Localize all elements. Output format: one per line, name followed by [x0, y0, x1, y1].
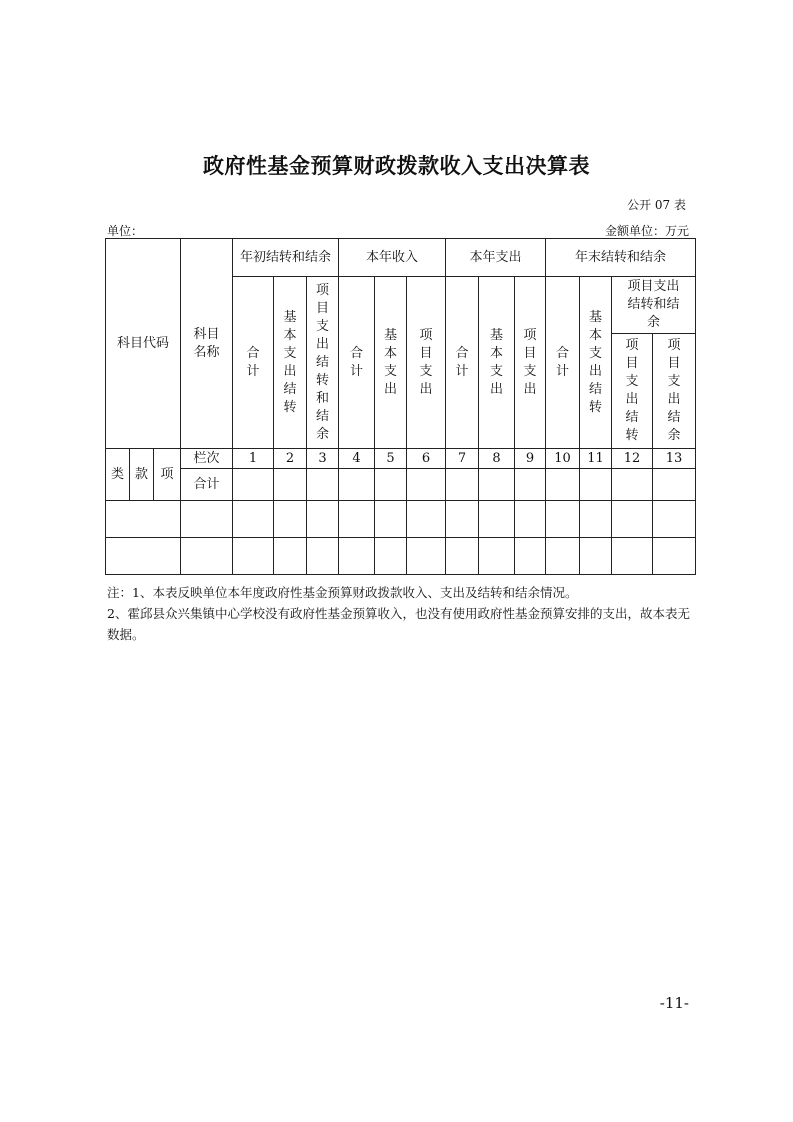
column-no: 10 [546, 449, 580, 469]
table-cell [274, 538, 307, 575]
table-cell [233, 538, 274, 575]
table-cell [407, 501, 446, 538]
income-header: 本年收入 [339, 239, 446, 277]
column-no: 11 [580, 449, 612, 469]
col-income-project [407, 277, 446, 449]
table-cell [479, 469, 515, 501]
column-no: 2 [274, 449, 307, 469]
table-cell [446, 538, 479, 575]
table-cell [446, 501, 479, 538]
section-label: 款 [130, 449, 154, 501]
table-cell [653, 469, 696, 501]
col-end-total [546, 277, 580, 449]
total-row-label: 合计 [181, 469, 233, 501]
column-number-row [106, 449, 696, 469]
table-cell [612, 501, 653, 538]
table-cell [612, 469, 653, 501]
table-cell [106, 538, 181, 575]
subject-code-header: 科目代码 [106, 239, 181, 449]
table-cell [375, 501, 407, 538]
begin-balance-header [233, 239, 339, 277]
col-end-project-carry [612, 334, 653, 449]
table-cell [515, 501, 546, 538]
column-no: 7 [446, 449, 479, 469]
table-cell [375, 538, 407, 575]
subject-name-label: 科目名称 [193, 326, 220, 360]
table-cell [546, 469, 580, 501]
note-1: 注：1、本表反映单位本年度政府性基金预算财政拨款收入、支出及结转和结余情况。 [107, 585, 578, 600]
column-no: 6 [407, 449, 446, 469]
col-begin-basic [274, 277, 307, 449]
table-cell [479, 538, 515, 575]
table-cell [339, 469, 375, 501]
table-cell [233, 501, 274, 538]
table-cell [515, 538, 546, 575]
col-end-project-surplus [653, 334, 696, 449]
column-no: 1 [233, 449, 274, 469]
table-cell [233, 469, 274, 501]
col-end-basic-label: 基本支出结转 [589, 309, 603, 415]
col-exp-basic-label: 基本支出 [490, 327, 504, 397]
table-cell [307, 501, 339, 538]
col-begin-project-label: 项目支出结转和结余 [315, 282, 329, 442]
table-cell [307, 469, 339, 501]
notes [107, 582, 697, 645]
table-cell [106, 501, 181, 538]
table-cell [407, 538, 446, 575]
column-no: 9 [515, 449, 546, 469]
begin-balance-label: 年初结转和结余 [239, 249, 331, 265]
page-number: -11- [659, 994, 689, 1012]
unit-label: 单位： [107, 224, 144, 238]
column-no: 4 [339, 449, 375, 469]
table-cell [515, 469, 546, 501]
table-cell [339, 501, 375, 538]
table-cell [446, 469, 479, 501]
column-no: 12 [612, 449, 653, 469]
end-balance-header: 年末结转和结余 [546, 239, 696, 277]
table-cell [546, 538, 580, 575]
col-begin-project [307, 277, 339, 449]
col-end-total-label: 合计 [556, 345, 570, 379]
column-no: 13 [653, 449, 696, 469]
column-no-label: 栏次 [181, 449, 233, 469]
item-label: 项 [154, 449, 181, 501]
table-cell [612, 538, 653, 575]
col-income-project-label: 项目支出 [419, 327, 433, 397]
table-cell [580, 501, 612, 538]
class-label: 类 [106, 449, 130, 501]
table-row [106, 538, 696, 575]
table-cell [580, 469, 612, 501]
col-income-basic-label: 基本支出 [384, 327, 398, 397]
table-cell [407, 469, 446, 501]
document-title: 政府性基金预算财政拨款收入支出决算表 [203, 154, 590, 178]
col-exp-total-label: 合计 [455, 345, 469, 379]
table-cell [181, 538, 233, 575]
note-2: 2、霍邱县众兴集镇中心学校没有政府性基金预算收入，也没有使用政府性基金预算安排的支出，故本表无数据。 [107, 606, 690, 642]
table-cell [546, 501, 580, 538]
col-income-total [339, 277, 375, 449]
expenditure-header: 本年支出 [446, 239, 546, 277]
column-no: 8 [479, 449, 515, 469]
col-end-project-group-label: 项目支出结转和结余 [627, 279, 680, 330]
col-begin-basic-label: 基本支出结转 [283, 309, 297, 415]
subject-name-header [181, 239, 233, 449]
table-cell [181, 501, 233, 538]
col-end-basic [580, 277, 612, 449]
table-cell [580, 538, 612, 575]
table-cell [274, 469, 307, 501]
column-no: 5 [375, 449, 407, 469]
column-no: 3 [307, 449, 339, 469]
col-exp-total [446, 277, 479, 449]
table-cell [307, 538, 339, 575]
form-number: 公开 07 表 [627, 198, 686, 212]
table-cell [479, 501, 515, 538]
col-end-project-carry-label: 项目支出结转 [625, 338, 639, 443]
col-exp-project-label: 项目支出 [523, 327, 537, 397]
table-cell [375, 469, 407, 501]
col-begin-total-label: 合计 [246, 345, 260, 379]
total-row [106, 469, 696, 501]
table-row [106, 501, 696, 538]
table-cell [653, 501, 696, 538]
col-end-project-surplus-label: 项目支出结余 [667, 338, 681, 443]
fund-budget-table [105, 238, 696, 575]
table-cell [274, 501, 307, 538]
col-end-project-group [612, 277, 696, 334]
col-income-total-label: 合计 [350, 345, 364, 379]
table-cell [339, 538, 375, 575]
amount-unit-label: 金额单位：万元 [604, 224, 689, 238]
table-cell [653, 538, 696, 575]
col-begin-total [233, 277, 274, 449]
col-exp-basic [479, 277, 515, 449]
col-exp-project [515, 277, 546, 449]
col-income-basic [375, 277, 407, 449]
